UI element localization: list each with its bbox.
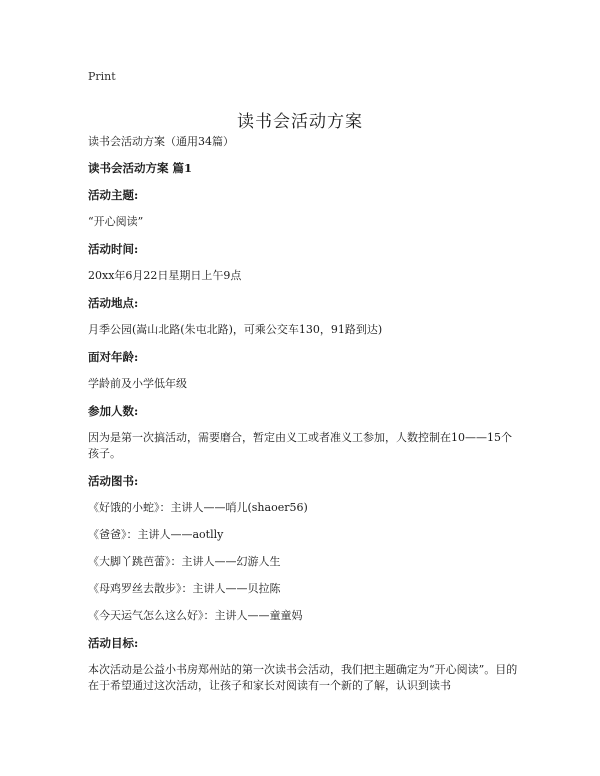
- location-heading: 活动地点:: [88, 296, 139, 310]
- theme-value: “开心阅读”: [88, 215, 144, 228]
- books-heading: 活动图书:: [88, 474, 139, 488]
- book-item: 《好饿的小蛇》：主讲人——哨儿(shaoer56): [88, 501, 308, 514]
- page-title: 读书会活动方案: [237, 112, 363, 133]
- location-value: 月季公园(嵩山北路(朱屯北路)，可乘公交车130，91路到达): [88, 323, 383, 336]
- theme-heading: 活动主题:: [88, 188, 139, 202]
- participants-value: 因为是第一次搞活动，需要磨合，暂定由义工或者准义工参加，人数控制在10——15个孩子。: [88, 431, 512, 460]
- goals-value: 本次活动是公益小书房郑州站的第一次读书会活动，我们把主题确定为“开心阅读”。目的在于希望通过这次活动，让孩子和家长对阅读有一个新的了解，认识到读书: [88, 663, 518, 692]
- book-item: 《爸爸》：主讲人——aotlly: [88, 528, 224, 541]
- goals-heading: 活动目标:: [88, 636, 139, 650]
- document-body: [88, 134, 518, 694]
- book-list: [88, 500, 518, 624]
- age-value: 学龄前及小学低年级: [88, 377, 187, 390]
- book-item: 《今天运气怎么这么好》：主讲人——童童妈: [88, 609, 303, 622]
- time-value: 20xx年6月22日星期日上午9点: [88, 269, 242, 282]
- section-title: 读书会活动方案 篇1: [88, 161, 193, 175]
- print-link[interactable]: Print: [88, 70, 116, 83]
- time-heading: 活动时间:: [88, 242, 139, 256]
- book-item: 《大脚丫跳芭蕾》：主讲人——幻游人生: [88, 555, 281, 568]
- age-heading: 面对年龄:: [88, 350, 139, 364]
- document-subtitle: 读书会活动方案（通用34篇）: [88, 135, 234, 148]
- book-item: 《母鸡罗丝去散步》：主讲人——贝拉陈: [88, 582, 281, 595]
- participants-heading: 参加人数:: [88, 404, 139, 418]
